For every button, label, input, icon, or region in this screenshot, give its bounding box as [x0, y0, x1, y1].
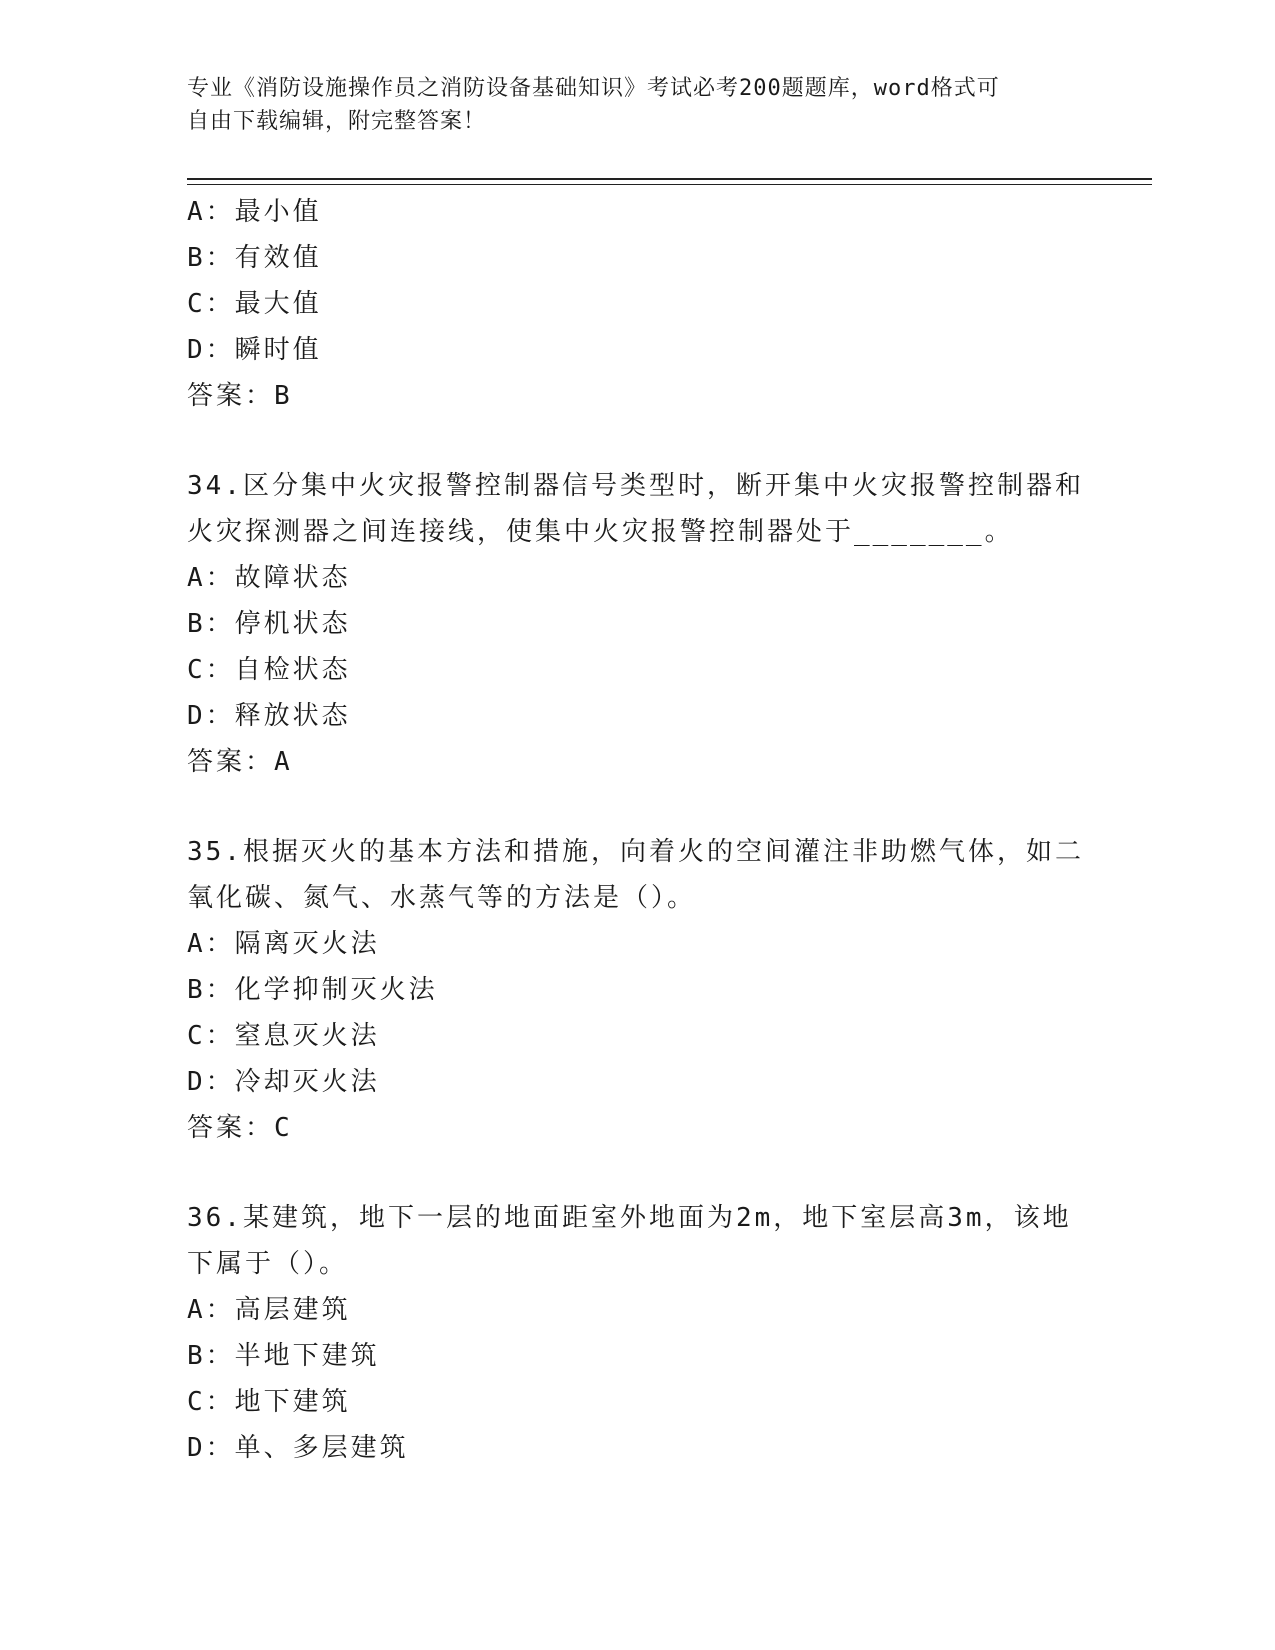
- question-34-block: [187, 463, 1107, 785]
- option-d: D：释放状态: [187, 701, 351, 731]
- option-c: C：自检状态: [187, 655, 351, 685]
- option-d: D：瞬时值: [187, 335, 322, 365]
- header-line-2: 自由下载编辑，附完整答案！: [187, 109, 487, 134]
- spacer: [187, 419, 1107, 463]
- question-text-line-1: 34.区分集中火灾报警控制器信号类型时，断开集中火灾报警控制器和: [187, 471, 1084, 501]
- option-c: C：窒息灭火法: [187, 1021, 380, 1051]
- option-d: D：单、多层建筑: [187, 1433, 409, 1463]
- option-b: B：停机状态: [187, 609, 351, 639]
- option-a: A：最小值: [187, 197, 322, 227]
- option-b: B：有效值: [187, 243, 322, 273]
- spacer: [187, 1151, 1107, 1195]
- answer-line: 答案：B: [187, 381, 293, 411]
- answer-line: 答案：C: [187, 1113, 293, 1143]
- document-header: [187, 72, 1087, 138]
- option-a: A：故障状态: [187, 563, 351, 593]
- option-d: D：冷却灭火法: [187, 1067, 380, 1097]
- option-c: C：最大值: [187, 289, 322, 319]
- question-36-block: [187, 1195, 1107, 1471]
- header-divider-thick: [187, 178, 1152, 180]
- question-text-line-2: 火灾探测器之间连接线，使集中火灾报警控制器处于_______。: [187, 517, 1014, 547]
- header-divider-thin: [187, 184, 1152, 185]
- answer-line: 答案：A: [187, 747, 293, 777]
- option-a: A：高层建筑: [187, 1295, 351, 1325]
- spacer: [187, 785, 1107, 829]
- question-text-line-2: 下属于（）。: [187, 1249, 349, 1279]
- question-text-line-1: 36.某建筑，地下一层的地面距室外地面为2m，地下室层高3m，该地: [187, 1203, 1072, 1233]
- question-35-block: [187, 829, 1107, 1151]
- option-a: A：隔离灭火法: [187, 929, 380, 959]
- header-line-1: 专业《消防设施操作员之消防设备基础知识》考试必考200题题库，word格式可: [187, 76, 1000, 101]
- question-text-line-1: 35.根据灭火的基本方法和措施，向着火的空间灌注非助燃气体，如二: [187, 837, 1084, 867]
- option-b: B：化学抑制灭火法: [187, 975, 438, 1005]
- question-text-line-2: 氧化碳、氮气、水蒸气等的方法是（）。: [187, 883, 697, 913]
- question-33-block: [187, 189, 1107, 419]
- question-list: [187, 189, 1107, 1471]
- option-c: C：地下建筑: [187, 1387, 351, 1417]
- option-b: B：半地下建筑: [187, 1341, 380, 1371]
